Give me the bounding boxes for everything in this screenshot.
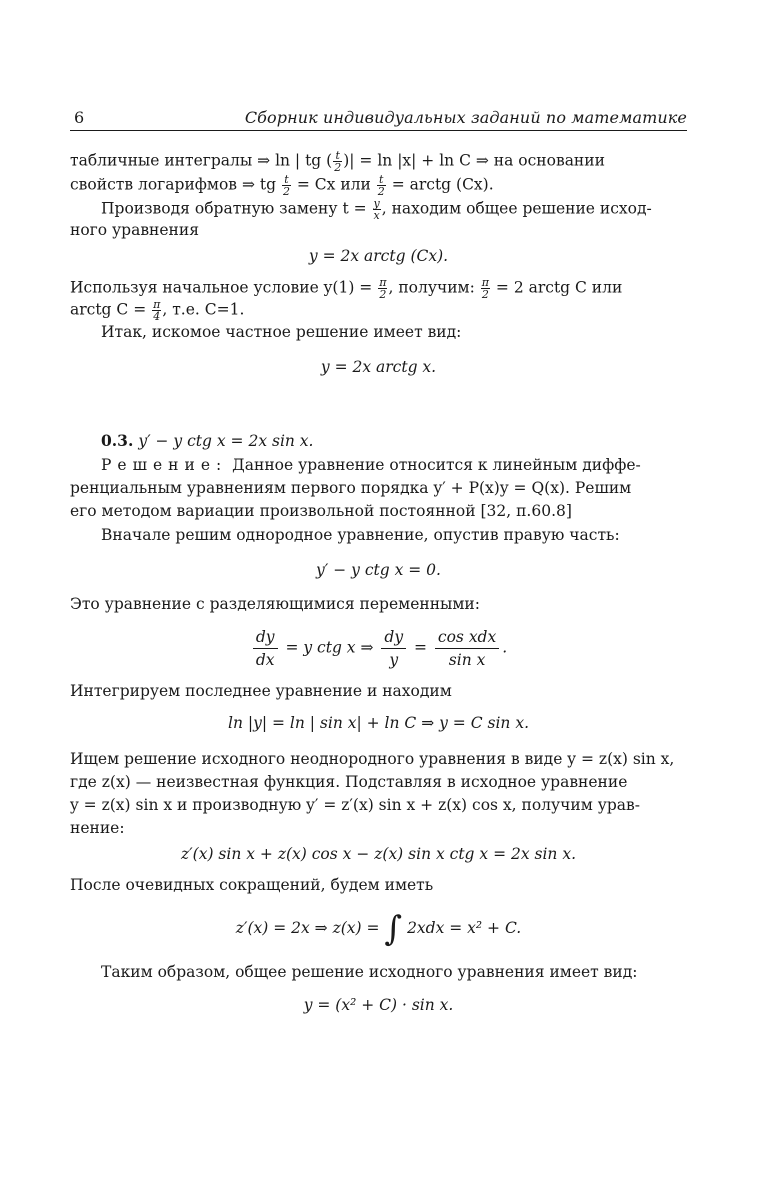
text-span: , т.е. C=1. <box>162 300 245 319</box>
math-span: z′(x) = 2x ⇒ z(x) = <box>235 919 385 937</box>
equation: z′(x) sin x + z(x) cos x − z(x) sin x ctg x = 2x sin x. <box>180 845 577 863</box>
text-span: Данное уравнение относится к линейным диффе- <box>227 456 641 474</box>
solution-label: Решение: <box>101 456 228 474</box>
text-line: После очевидных сокращений, будем иметь <box>70 876 434 894</box>
text-line: Интегрируем последнее уравнение и находим <box>70 682 452 700</box>
frac-den: 4 <box>153 310 161 323</box>
math-span: = <box>409 638 432 657</box>
problem-heading <box>101 431 313 451</box>
fraction-cos-sin <box>435 626 499 671</box>
fraction-t-2 <box>282 174 291 197</box>
running-title: Сборник индивидуальных заданий по математике <box>244 108 687 127</box>
text-line: Ищем решение исходного неоднородного уравнения в виде y = z(x) sin x, <box>70 750 675 768</box>
fraction-pi-4 <box>152 299 161 322</box>
text-line: его методом вариации произвольной постоянной [32, п.60.8] <box>70 502 572 520</box>
text-span: arctg C = <box>70 300 152 319</box>
frac-num: π <box>153 298 161 311</box>
frac-num: t <box>333 150 342 162</box>
text-span: Используя начальное условие y(1) = <box>70 278 378 297</box>
integral-sign: ∫ <box>384 909 403 949</box>
text-line <box>70 174 494 197</box>
text-line: Вначале решим однородное уравнение, опустив правую часть: <box>101 526 620 544</box>
frac-num: y <box>373 197 380 210</box>
frac-num: t <box>377 174 386 186</box>
frac-den: 2 <box>377 185 385 198</box>
text-span: = arctg (Cx). <box>386 175 494 194</box>
math-span: = y ctg x ⇒ <box>280 638 379 657</box>
equation: y = 2x arctg x. <box>320 358 437 376</box>
frac-den: 2 <box>334 161 342 174</box>
frac-den: 2 <box>379 288 387 301</box>
frac-num: t <box>282 174 291 186</box>
fraction-t-2 <box>333 150 342 173</box>
frac-den: 2 <box>481 288 489 301</box>
fraction-dy-y <box>381 626 406 671</box>
equation-fractions <box>70 626 687 671</box>
fraction-y-x <box>373 198 381 221</box>
text-line: ренциальным уравнениям первого порядка y′ + P(x)y = Q(x). Решим <box>70 479 632 497</box>
equation: y = (x² + C) · sin x. <box>303 996 454 1014</box>
text-span: = 2 arctg C или <box>490 278 623 297</box>
text-span: , получим: <box>388 278 480 297</box>
frac-den: sin x <box>448 651 486 669</box>
math-span: ln | tg ( <box>275 151 333 170</box>
fraction-pi-2 <box>378 277 387 300</box>
text-line: Таким образом, общее решение исходного уравнения имеет вид: <box>101 963 638 981</box>
equation: y = 2x arctg (Cx). <box>308 247 449 265</box>
text-line: ного уравнения <box>70 221 199 239</box>
problem-number: 0.3. <box>101 431 134 450</box>
text-span: Производя обратную замену t = <box>101 199 372 218</box>
running-header <box>70 108 687 131</box>
text-span: табличные интегралы ⇒ <box>70 151 276 170</box>
text-line <box>101 455 641 475</box>
text-line: Итак, искомое частное решение имеет вид: <box>101 323 462 341</box>
text-line: y = z(x) sin x и производную y′ = z′(x) sin x + z(x) cos x, получим урав- <box>70 796 640 814</box>
text-line <box>70 299 244 322</box>
math-span: . <box>502 638 508 657</box>
frac-num: cos xdx <box>435 626 499 649</box>
frac-num: dy <box>381 626 406 649</box>
frac-den: 2 <box>282 185 290 198</box>
text-span: свойств логарифмов ⇒ tg <box>70 175 281 194</box>
frac-num: dy <box>253 626 278 649</box>
text-span: )| = ln |x| + ln C ⇒ на основании <box>343 151 605 170</box>
frac-den: x <box>373 209 380 222</box>
fraction-dy-dx <box>253 626 278 671</box>
text-span: = Cx или <box>291 175 376 194</box>
frac-den: dx <box>255 651 275 669</box>
equation: y′ − y ctg x = 0. <box>316 561 441 579</box>
page-number: 6 <box>74 108 85 127</box>
math-span: 2xdx = x² + C. <box>402 919 522 937</box>
equation-integral <box>70 910 687 947</box>
text-line <box>70 277 622 300</box>
text-line: где z(x) — неизвестная функция. Подставляя в исходное уравнение <box>70 773 628 791</box>
fraction-t-2 <box>377 174 386 197</box>
text-line: нение: <box>70 819 125 837</box>
text-line <box>70 150 605 173</box>
problem-equation: y′ − y ctg x = 2x sin x. <box>138 432 314 450</box>
text-line <box>101 198 652 221</box>
fraction-pi-2 <box>481 277 490 300</box>
equation: ln |y| = ln | sin x| + ln C ⇒ y = C sin x. <box>228 714 529 732</box>
frac-num: π <box>481 276 489 289</box>
frac-den: y <box>389 651 399 669</box>
text-line: Это уравнение с разделяющимися переменными: <box>70 595 480 613</box>
text-span: , находим общее решение исход- <box>381 199 652 218</box>
frac-num: π <box>379 276 387 289</box>
